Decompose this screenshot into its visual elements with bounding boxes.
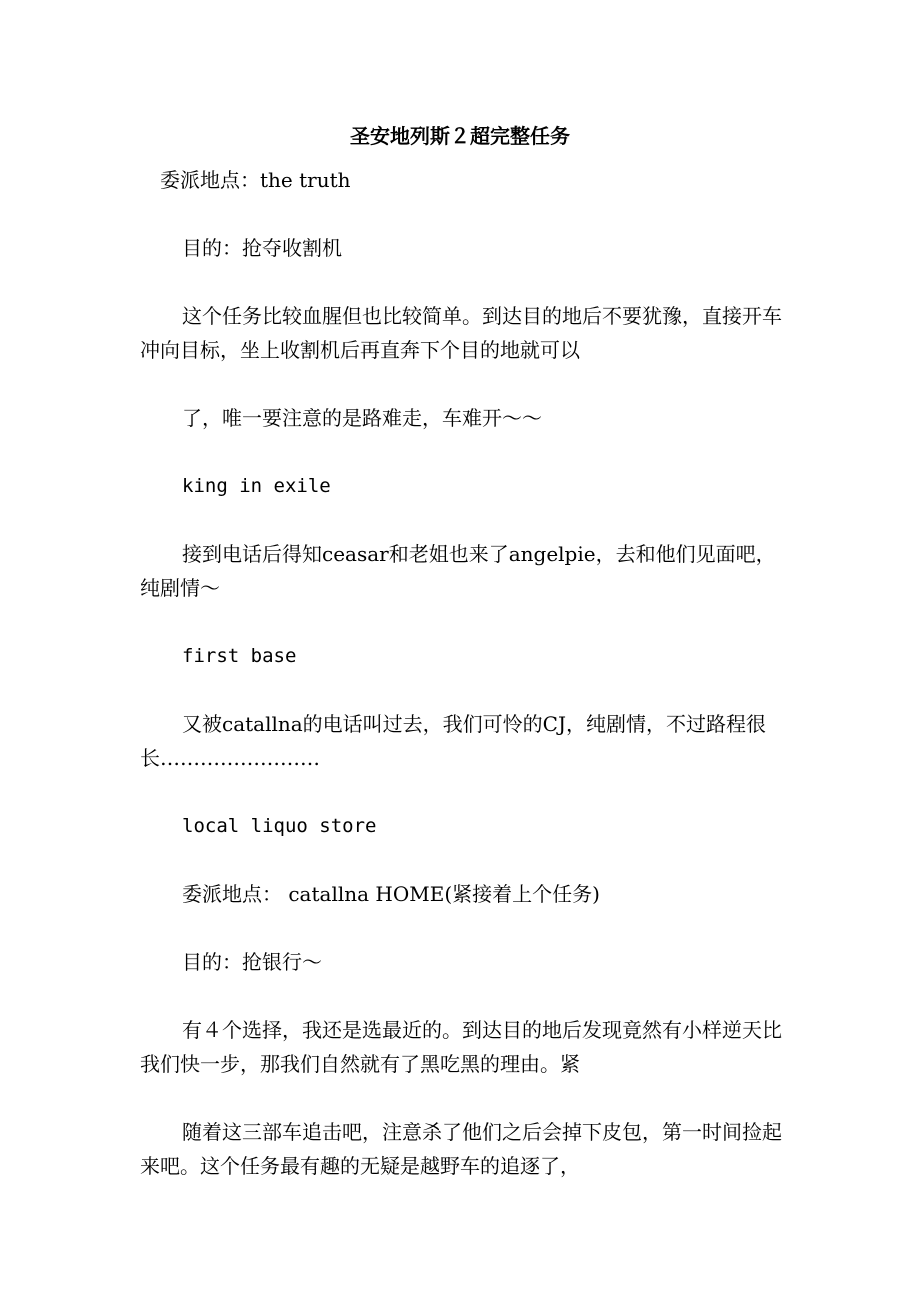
paragraph-goal-1: 目的：抢夺收割机 <box>182 236 342 260</box>
paragraph-description-3: 接到电话后得知ceasar和老姐也来了angelpie，去和他们见面吧，纯剧情～ <box>140 542 776 600</box>
paragraph-description-2: 了，唯一要注意的是路难走，车难开～～ <box>182 406 542 430</box>
paragraph-description-1: 这个任务比较血腥但也比较简单。到达目的地后不要犹豫，直接开车冲向目标，坐上收割机后再直奔下个目的地就可以 <box>140 304 782 362</box>
paragraph-mission-king-in-exile: king in exile <box>182 475 331 497</box>
paragraph-mission-location-2: 委派地点： catallna HOME(紧接着上个任务) <box>182 882 600 906</box>
paragraph-mission-first-base: first base <box>182 645 297 667</box>
paragraph-description-5: 有４个选择，我还是选最近的。到达目的地后发现竟然有小样逆天比我们快一步，那我们自然就有了黑吃黑的理由。紧 <box>140 1018 782 1076</box>
document-title: 圣安地列斯２超完整任务 <box>350 124 570 148</box>
paragraph-description-4: 又被catallna的电话叫过去，我们可怜的CJ，纯剧情，不过路程很长…………………… <box>140 712 767 770</box>
paragraph-mission-location-1: 委派地点：the truth <box>160 168 351 192</box>
paragraph-mission-local-liquo-store: local liquo store <box>182 815 377 837</box>
paragraph-goal-2: 目的：抢银行～ <box>182 950 322 974</box>
paragraph-description-6: 随着这三部车追击吧，注意杀了他们之后会掉下皮包，第一时间捡起来吧。这个任务最有趣的无疑是越野车的追逐了， <box>140 1120 782 1178</box>
